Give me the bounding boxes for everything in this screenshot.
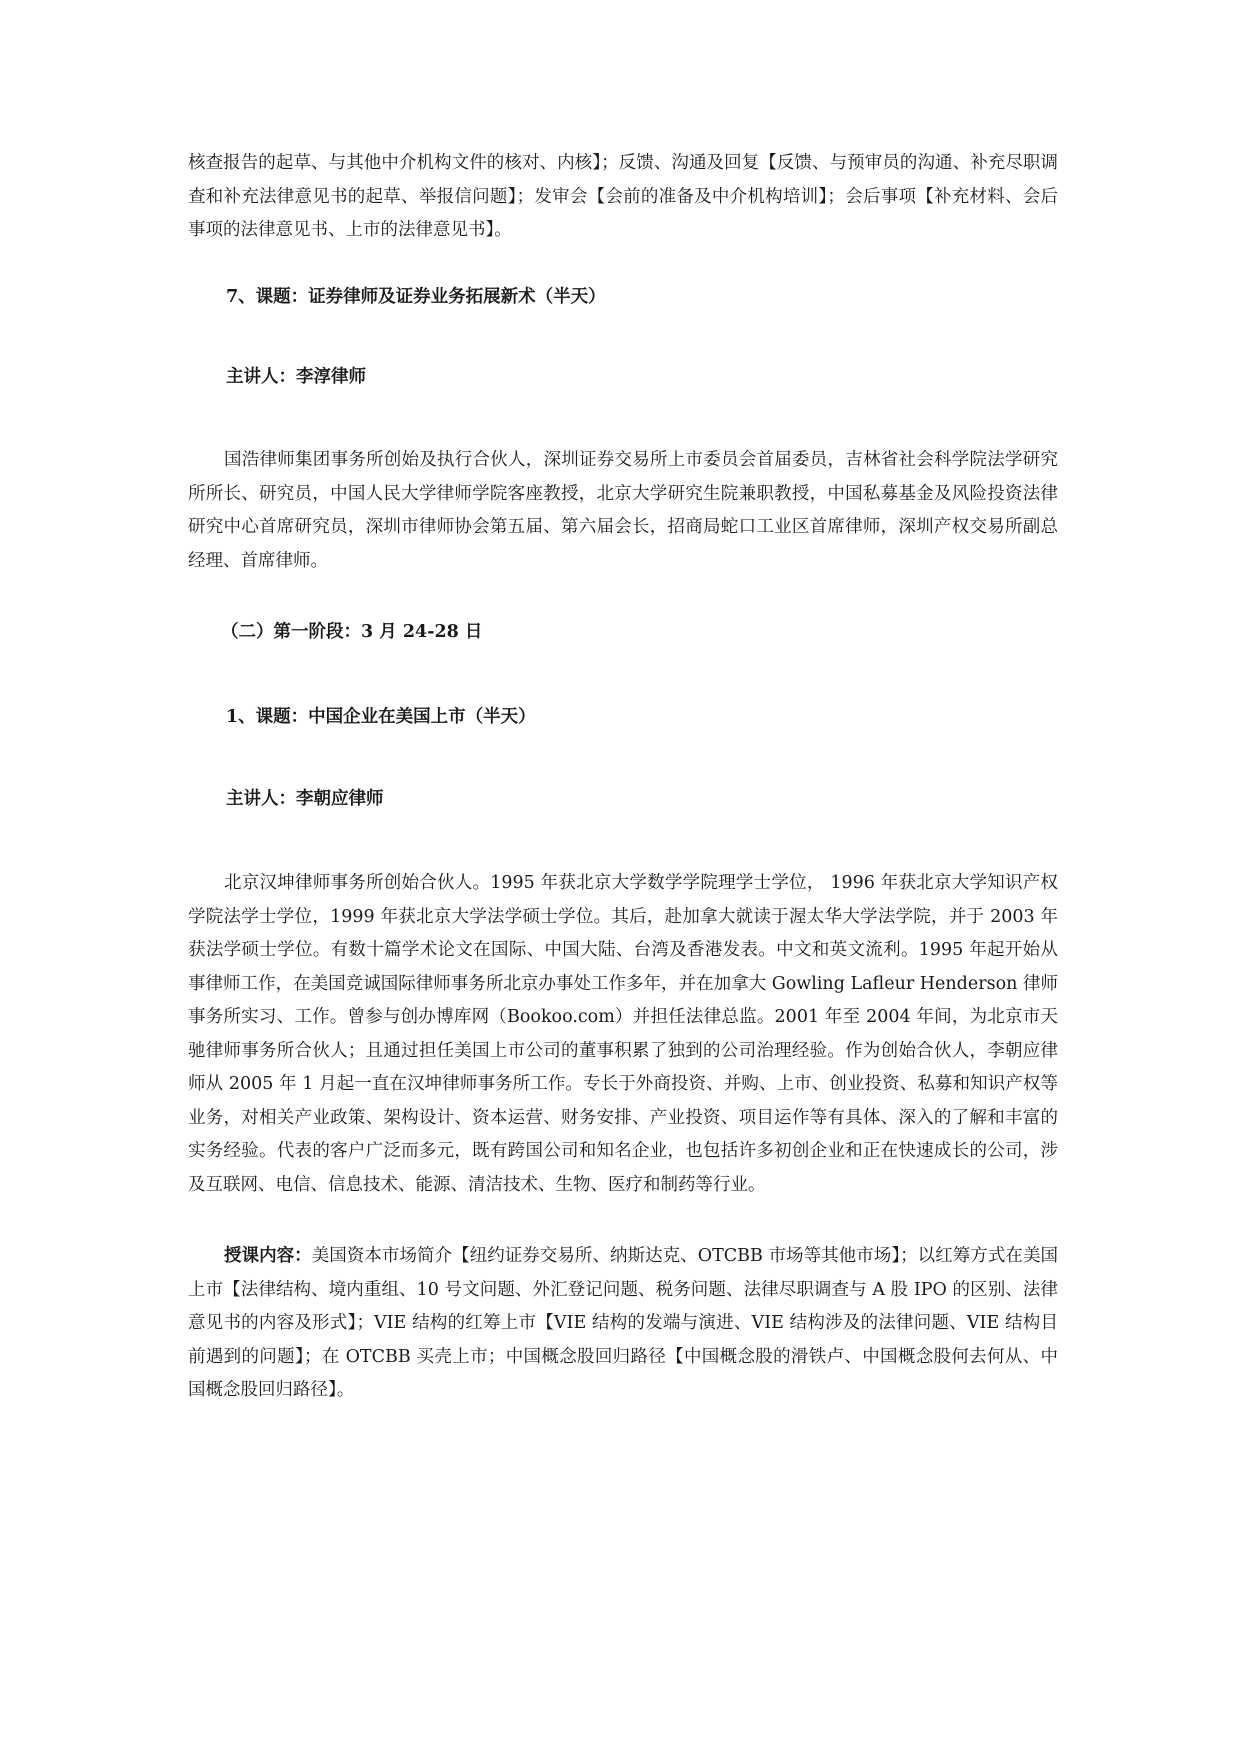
topic-1-heading: [188, 702, 1058, 732]
paragraph-text: 核查报告的起草、与其他中介机构文件的核对、内核】；反馈、沟通及回复【反馈、与预审员的沟通、补充尽职调查和补充法律意见书的起草、举报信问题】；发审会【会前的准备及中介机构培训】；会后事项【补充材料、会后事项的法律意见书、上市的法律意见书】。: [188, 153, 1058, 240]
speaker-line: 主讲人：李朝应律师: [226, 789, 384, 809]
topic-1-bio: [188, 867, 1058, 1202]
speaker-bio: 北京汉坤律师事务所创始合伙人。1995 年获北京大学数学学院理学士学位， 1996 年获北京大学知识产权学院法学士学位，1999 年获北京大学法学硕士学位。其后，赴加拿大就读于渥太华大学法学院，并于 2003 年获法学硕士学位。有数十篇学术论文在国际、中国大陆、台湾及香港发表。中文和英文流利。1995 年起开始从事律师工作，在美国竞诚国际律师事务所北京办事处工作多年，并在加拿大 Gowling Lafleur Henderson 律师事务所实习、工作。曾参与创办博库网（Bookoo.com）并担任法律总监。2001 年至 2004 年间，为北京市天驰律师事务所合伙人；且通过担任美国上市公司的董事积累了独到的公司治理经验。作为创始合伙人，李朝应律师从 2005 年 1 月起一直在汉坤律师事务所工作。专长于外商投资、并购、上市、创业投资、私募和知识产权等业务，对相关产业政策、架构设计、资本运营、财务安排、产业投资、项目运作等有具体、深入的了解和丰富的实务经验。代表的客户广泛而多元，既有跨国公司和知名企业，也包括许多初创企业和正在快速成长的公司，涉及互联网、电信、信息技术、能源、清洁技术、生物、医疗和制药等行业。: [188, 873, 1058, 1195]
topic-title: 7、课题：证券律师及证券业务拓展新术（半天）: [226, 287, 606, 307]
stage-title: （二）第一阶段：3 月 24-28 日: [221, 622, 483, 642]
continued-paragraph: [188, 147, 1058, 248]
topic-1-speaker: [188, 784, 1058, 814]
speaker-line: 主讲人：李淳律师: [226, 367, 366, 387]
speaker-bio: 国浩律师集团事务所创始及执行合伙人，深圳证券交易所上市委员会首届委员，吉林省社会科学院法学研究所所长、研究员，中国人民大学律师学院客座教授，北京大学研究生院兼职教授，中国私募基金及风险投资法律研究中心首席研究员，深圳市律师协会第五届、第六届会长，招商局蛇口工业区首席律师，深圳产权交易所副总经理、首席律师。: [188, 450, 1058, 571]
course-content: [188, 1240, 1058, 1408]
topic-7-heading: [188, 282, 1058, 312]
topic-7-speaker: [188, 362, 1058, 392]
content-text: 美国资本市场简介【纽约证券交易所、纳斯达克、OTCBB 市场等其他市场】；以红筹方式在美国上市【法律结构、境内重组、10 号文问题、外汇登记问题、税务问题、法律尽职调查与 A 股 IPO 的区别、法律意见书的内容及形式】；VIE 结构的红筹上市【VIE 结构的发端与演进、VIE 结构涉及的法律问题、VIE 结构目前遇到的问题】；在 OTCBB 买壳上市；中国概念股回归路径【中国概念股的滑铁卢、中国概念股何去何从、中国概念股回归路径】。: [188, 1246, 1058, 1400]
stage-heading: [188, 617, 1058, 647]
topic-1-content: [188, 1240, 1058, 1408]
content-label: 授课内容：: [224, 1246, 312, 1266]
topic-7-bio: [188, 444, 1058, 578]
topic-title: 1、课题：中国企业在美国上市（半天）: [226, 707, 536, 727]
